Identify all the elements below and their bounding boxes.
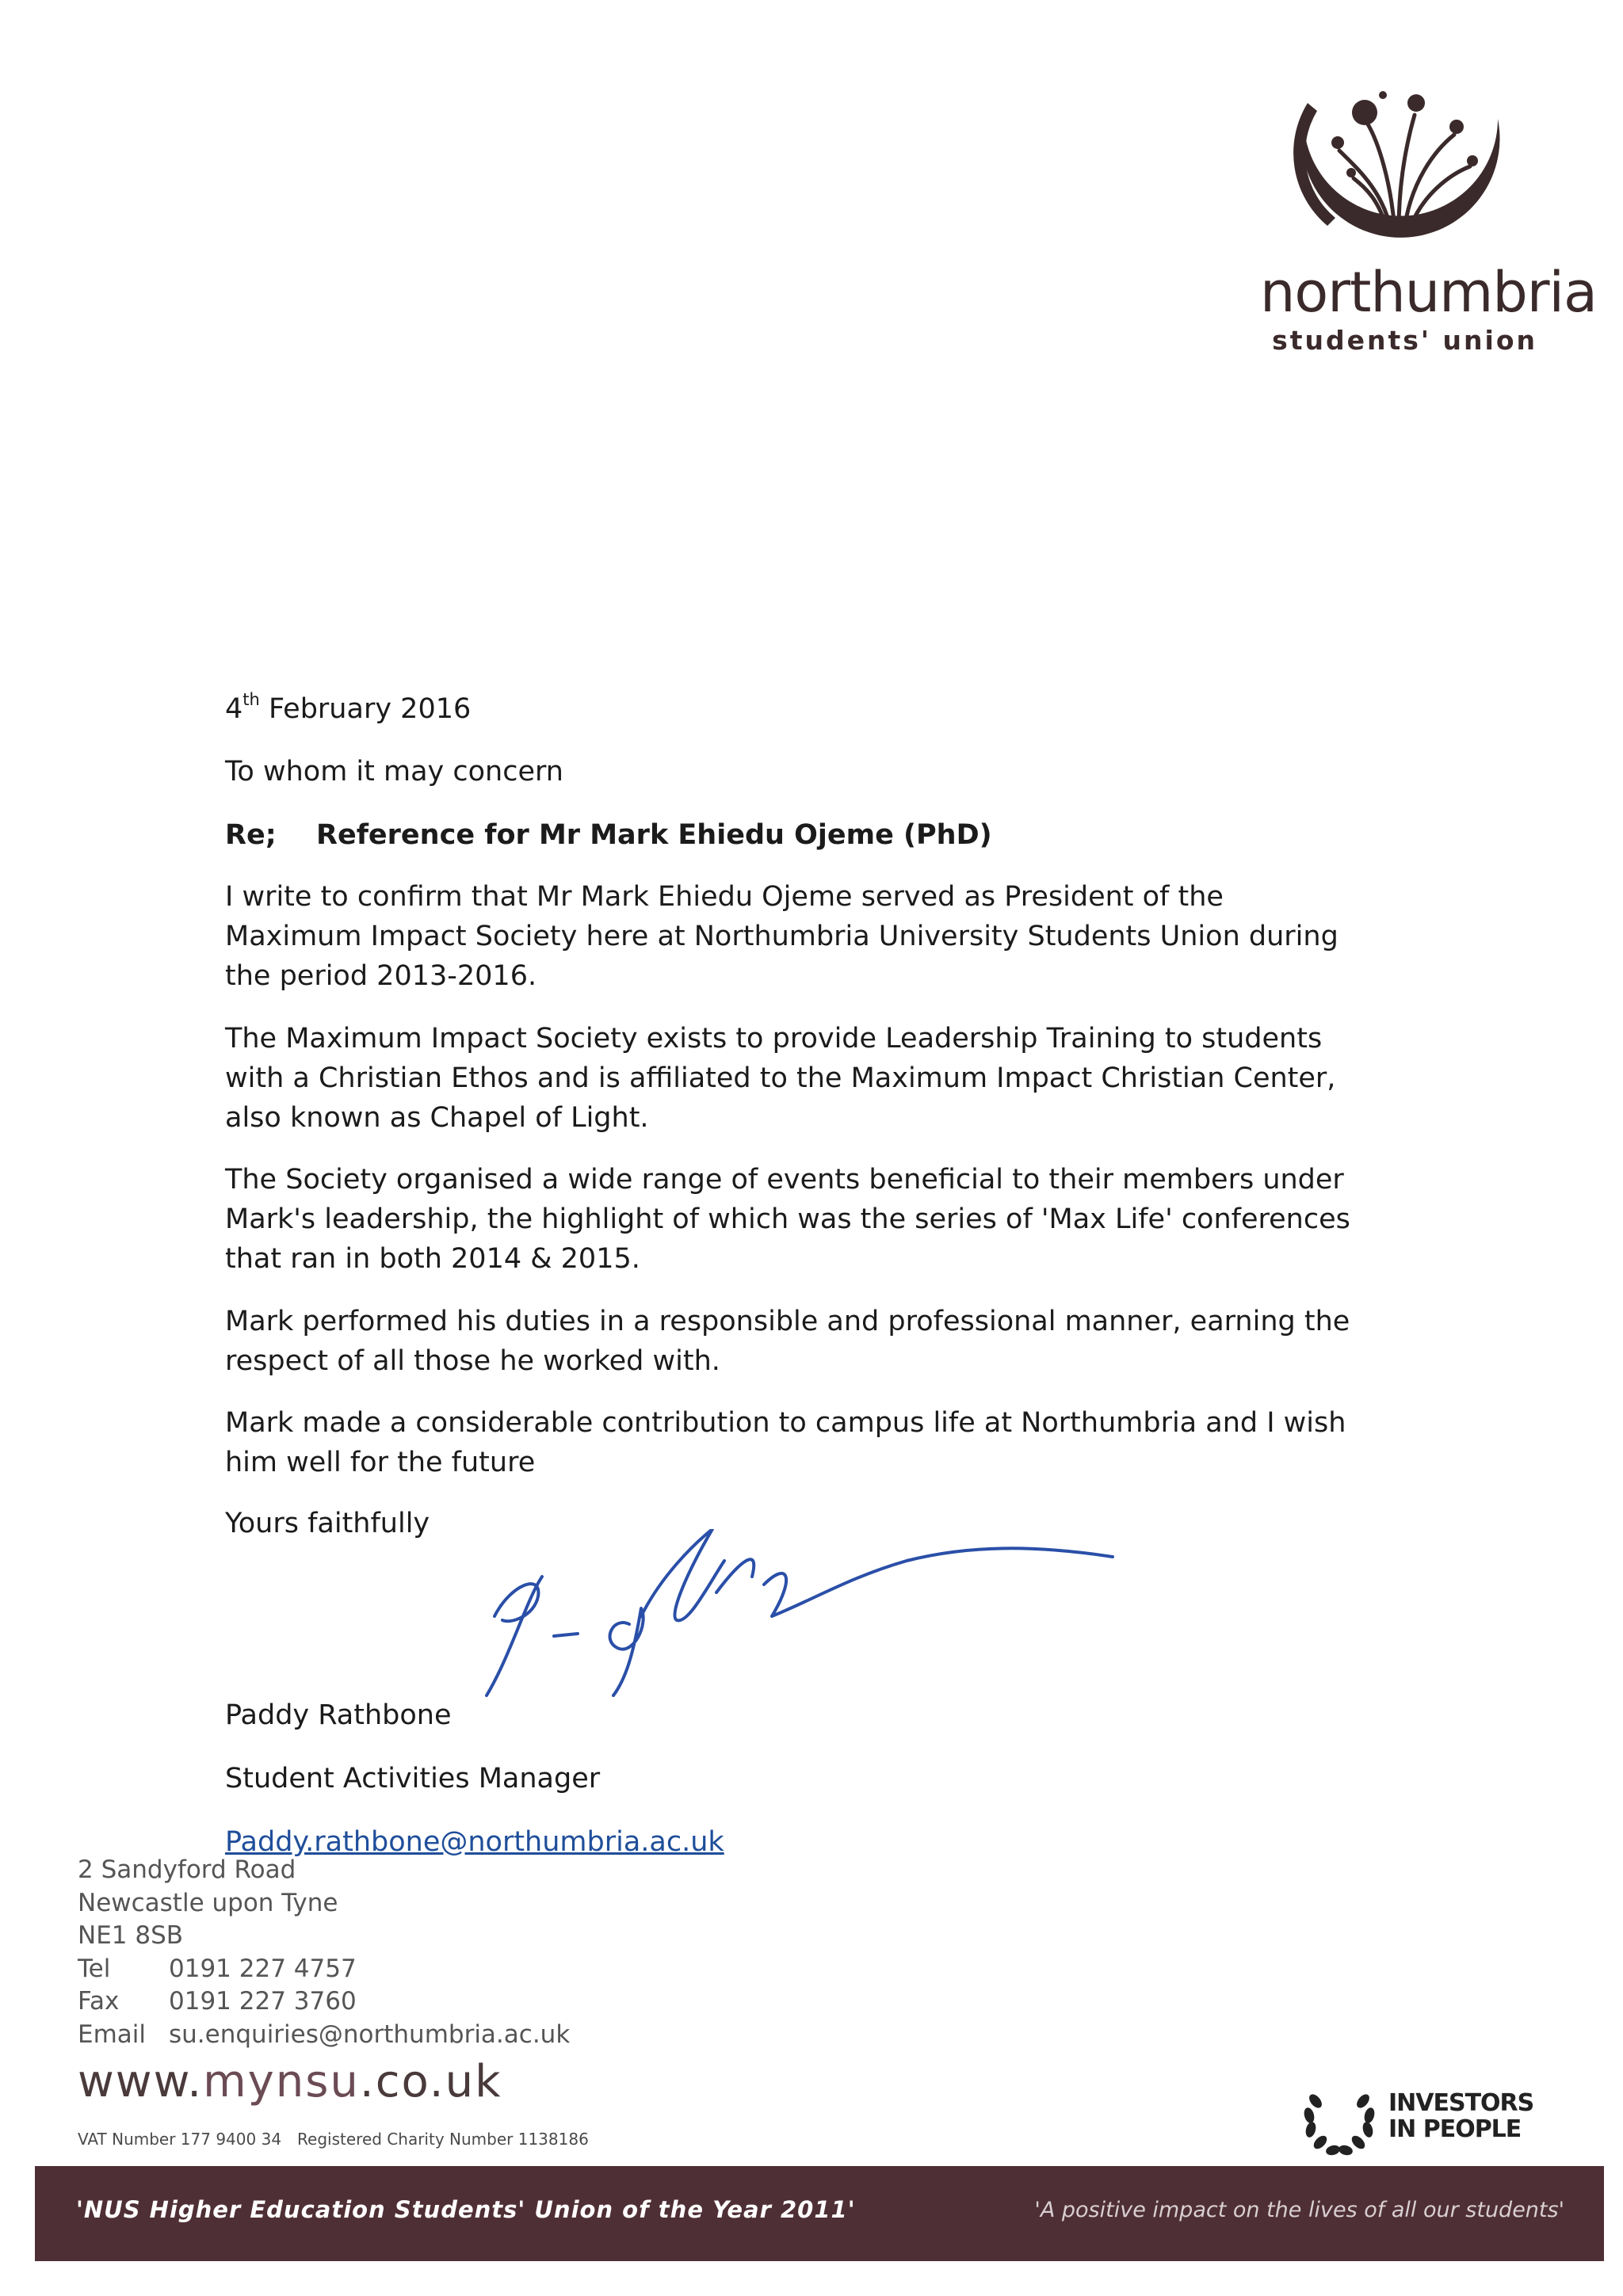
investors-in-people-badge: [1300, 2085, 1537, 2157]
paragraph-5: Mark made a considerable contribution to campus life at Northumbria and I wish him well for the future: [225, 1407, 1346, 1478]
vat-number: VAT Number 177 9400 34: [78, 2130, 282, 2149]
email-label: Email: [78, 2019, 147, 2049]
laurel-wreath-icon: [1300, 2085, 1379, 2157]
northumbria-emblem-icon: [1260, 48, 1537, 261]
registration-info: [78, 2130, 589, 2149]
award-tagline: 'NUS Higher Education Students' Union of the Year 2011': [76, 2196, 856, 2223]
mission-tagline: 'A positive impact on the lives of all our students': [1034, 2198, 1564, 2222]
address-line-1: 2 Sandyford Road: [78, 1855, 296, 1884]
iip-text: [1388, 2090, 1533, 2142]
salutation: To whom it may concern: [225, 756, 563, 788]
date-suffix: th: [242, 690, 260, 709]
tel-row: [78, 1953, 570, 1986]
logo-wordmark: northumbria: [1260, 260, 1597, 325]
subject-line: [225, 815, 992, 855]
signatory-email-link[interactable]: Paddy.rathbone@northumbria.ac.uk: [225, 1826, 724, 1858]
re-label: Re;: [225, 819, 277, 851]
paragraph-2: The Maximum Impact Society exists to provide Leadership Training to students with a Christian Ethos and is affiliated to the Maximum Impact Christian Center, also known as Chapel of Light.: [225, 1023, 1336, 1134]
website-suffix: .co.uk: [359, 2056, 502, 2107]
address-block: [78, 1854, 570, 2051]
paragraph-1: I write to confirm that Mr Mark Ehiedu Ojeme served as President of the Maximum Impact Society here at Northumbria University Students Union during the period 2013-2016.: [225, 881, 1338, 992]
closing: Yours faithfully: [225, 1508, 430, 1539]
footer-band: [35, 2166, 1604, 2261]
tel-label: Tel: [78, 1954, 111, 1983]
website-prefix: www.: [78, 2056, 204, 2107]
fax-label: Fax: [78, 1987, 120, 2016]
logo-subtitle: students' union: [1272, 325, 1537, 356]
signatory-title: Student Activities Manager: [225, 1763, 601, 1794]
iip-line-2: IN PEOPLE: [1388, 2115, 1522, 2143]
signatory-name: Paddy Rathbone: [225, 1699, 452, 1731]
date-day: 4: [225, 693, 243, 725]
charity-number: Registered Charity Number 1138186: [297, 2130, 589, 2149]
email-row: [78, 2019, 570, 2052]
fax-row: [78, 1985, 570, 2019]
re-subject: Reference for Mr Mark Ehiedu Ojeme (PhD): [316, 819, 992, 851]
paragraph-3: The Society organised a wide range of events beneficial to their members under Mark's leadership, the highlight of which was the series of 'Max Life' conferences that ran in both 2014 & 2015.: [225, 1164, 1350, 1275]
address-line-3: NE1 8SB: [78, 1921, 184, 1950]
fax-value: 0191 227 3760: [169, 1987, 357, 2016]
paragraph-4: Mark performed his duties in a responsible and professional manner, earning the respect of all those he worked with.: [225, 1306, 1350, 1377]
website-main: mynsu: [203, 2056, 360, 2107]
email-value: su.enquiries@northumbria.ac.uk: [169, 2019, 571, 2049]
letter-date: [225, 689, 471, 729]
iip-line-1: INVESTORS: [1388, 2089, 1534, 2117]
tel-value: 0191 227 4757: [169, 1954, 357, 1983]
date-rest: February 2016: [259, 693, 472, 725]
handwritten-signature: [479, 1529, 1208, 1703]
website-url[interactable]: [78, 2056, 502, 2107]
address-line-2: Newcastle upon Tyne: [78, 1888, 338, 1917]
